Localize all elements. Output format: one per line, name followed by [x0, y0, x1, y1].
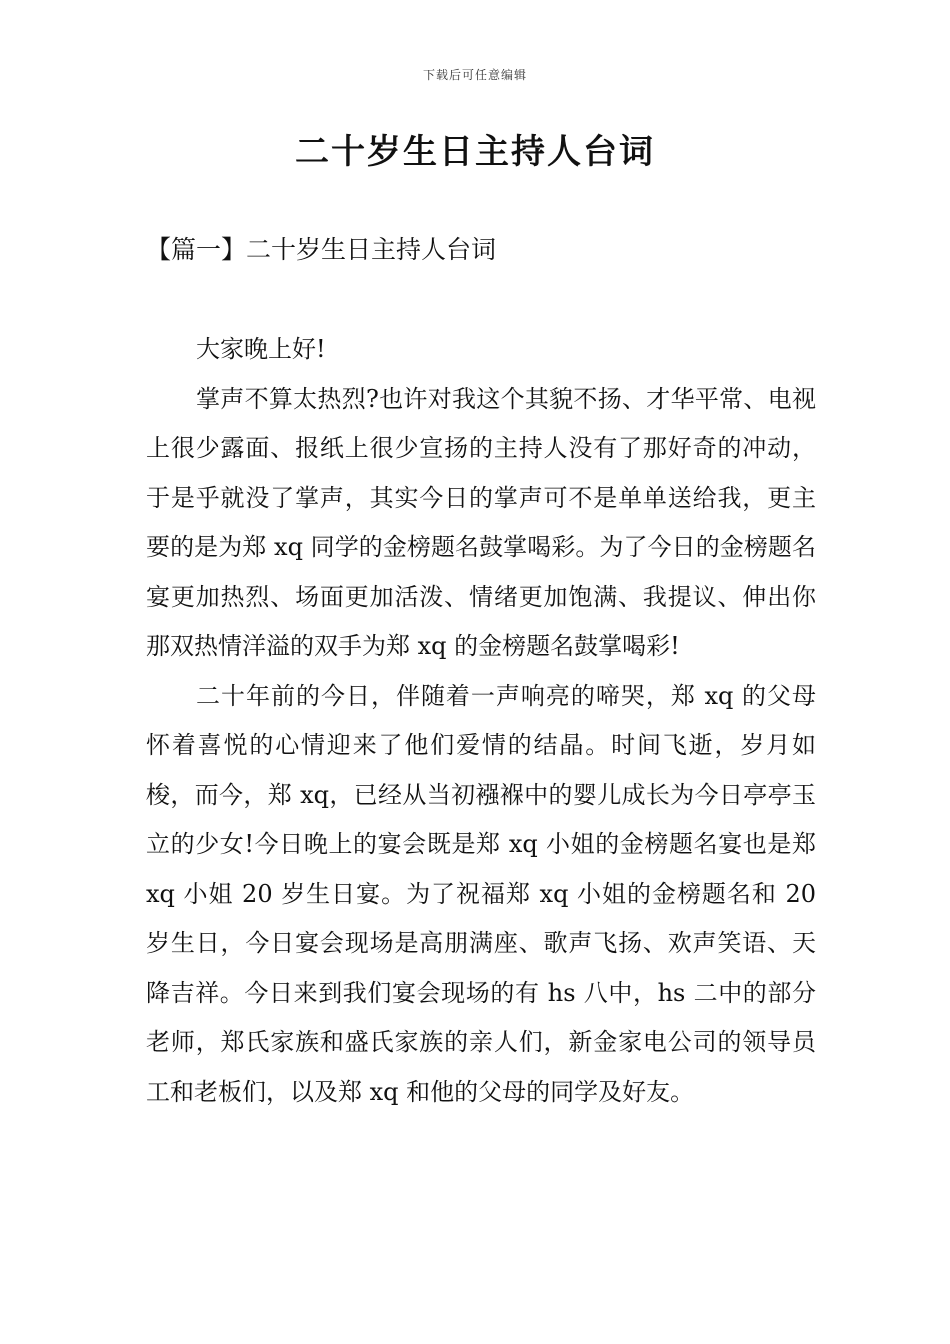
- header-note: 下载后可任意编辑: [422, 68, 527, 82]
- paragraph-birthday: 二十年前的今日，伴随着一声响亮的啼哭，郑 xq 的父母怀着喜悦的心情迎来了他们爱情的结晶。时间飞逝，岁月如梭，而今，郑 xq，已经从当初襁褓中的婴儿成长为今日亭亭玉立的少女!今日晚上的宴会既是郑 xq 小姐的金榜题名宴也是郑 xq 小姐 20 岁生日宴。为了祝福郑 xq 小姐的金榜题名和 20 岁生日，今日宴会现场是高朋满座、歌声飞扬、欢声笑语、天降吉祥。今日来到我们宴会现场的有 hs 八中，hs 二中的部分老师，郑氏家族和盛氏家族的亲人们，新金家电公司的领导员工和老板们，以及郑 xq 和他的父母的同学及好友。: [146, 681, 816, 1106]
- paragraph-applause: 掌声不算太热烈?也许对我这个其貌不扬、才华平常、电视上很少露面、报纸上很少宣扬的主持人没有了那好奇的冲动，于是乎就没了掌声，其实今日的掌声可不是单单送给我，更主要的是为郑 xq 同学的金榜题名鼓掌喝彩。为了今日的金榜题名宴更加热烈、场面更加活泼、情绪更加饱满、我提议、伸出你那双热情洋溢的双手为郑 xq 的金榜题名鼓掌喝彩!: [146, 384, 816, 660]
- document-title: 二十岁生日主持人台词: [295, 132, 655, 172]
- paragraph-greeting: 大家晚上好!: [196, 335, 326, 363]
- section-heading: 【篇一】二十岁生日主持人台词: [146, 235, 497, 264]
- body-text: [146, 325, 816, 1117]
